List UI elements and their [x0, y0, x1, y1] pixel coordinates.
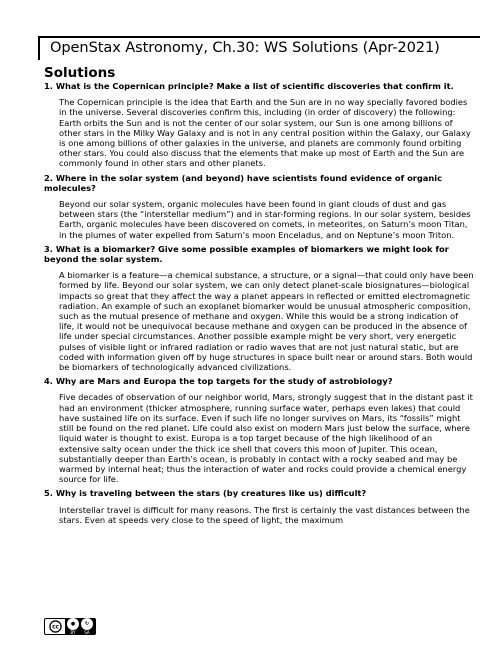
sa-icon: ↻ SA: [81, 618, 93, 635]
by-label: BY: [70, 630, 76, 635]
header-box: [38, 36, 480, 60]
by-icon: ● BY: [67, 618, 79, 635]
cc-attribution-area: [65, 619, 95, 634]
question: 1. What is the Copernican principle? Make a list of scientific discoveries that confirm it.: [44, 81, 454, 91]
answer: Five decades of observation of our neighbor world, Mars, strongly suggest that in the distant past it had an environment (thicker atmosphere, running surface water, perhaps even lakes) that could have sustained life on its surface. Even if such life no longer survives on Mars, its “fossils” might still be found on the red planet. Life could also exist on modern Mars just below the surface, where liquid water is thought to exist. Europa is a top target because of the high likelihood of an extensive salty ocean under the thick ice shell that covers this moon of Jupiter. This ocean, substantially deeper than Earth’s ocean, is probably in contact with a rocky seabed and may be warmed by internal heat; thus the interaction of water and rocks could provide a chemical energy source for life.: [59, 392, 473, 485]
cc-logo-text: cc: [51, 624, 59, 631]
qa-item: [44, 488, 474, 525]
cc-logo-icon: [45, 619, 65, 634]
question: 4. Why are Mars and Europa the top targets for the study of astrobiology?: [44, 376, 393, 387]
sa-label: SA: [84, 630, 90, 635]
qa-item: [44, 376, 474, 484]
question: 5. Why is traveling between the stars (by creatures like us) difficult?: [44, 488, 367, 499]
question: 2. Where in the solar system (and beyond) have scientists found evidence of organic molecules?: [44, 172, 443, 193]
answer: Interstellar travel is difficult for many reasons. The first is certainly the vast distances between the stars. Even at speeds very close to the speed of light, the maximum: [59, 504, 470, 525]
qa-item: [44, 81, 474, 169]
qa-item: [44, 244, 474, 372]
document-title: OpenStax Astronomy, Ch.30: WS Solutions (Apr-2021): [50, 39, 440, 56]
question: 3. What is a biomarker? Give some possible examples of biomarkers we might look for beyond the solar system.: [44, 243, 449, 265]
answer: A biomarker is a feature—a chemical substance, a structure, or a signal—that could only have been formed by life. Beyond our solar system, we can only detect planet-scale biosignatures—biological impacts so great that they affect the way a planet appears in reflected or emitted electromagnetic radiation. An example of such an exoplanet biomarker would be unusual atmospheric composition, such as the mutual presence of methane and oxygen. While this would be a strong indication of life, it would not be unequivocal because methane and oxygen can be produced in the absence of life under special circumstances. Another possible example might be very short, very energetic pulses of visible light or infrared radiation or radio waves that are not just natural static, but are coded with information given off by huge structures in space built near or around stars. Both would be biomarkers of technologically advanced civilizations.: [59, 270, 474, 373]
answer: The Copernican principle is the idea that Earth and the Sun are in no way specially favored bodies in the universe. Several discoveries confirm this, including (in order of discovery) the following: Earth orbits the Sun and is not the center of our solar system, our Sun is one among billions of other stars in the Milky Way Galaxy and is not in any central position within the Galaxy, our Galaxy is one among billions of other galaxies in the universe, and planets are commonly found orbiting other stars. You could also discuss that the elements that make up most of Earth and the Sun are commonly found in other stars and other planets.: [59, 97, 471, 169]
section-title: Solutions: [44, 65, 116, 81]
solutions-content: [44, 66, 474, 529]
answer: Beyond our solar system, organic molecules have been found in giant clouds of dust and gas between stars (the “interstellar medium”) and in star-forming regions. In our solar system, besides Earth, organic molecules have been discovered on comets, in meteorites, on Saturn’s moon Titan, in the plumes of water expelled from Saturn’s moon Enceladus, and on Neptune’s moon Triton.: [59, 199, 471, 240]
cc-license-badge: [44, 618, 96, 635]
qa-item: [44, 173, 474, 240]
